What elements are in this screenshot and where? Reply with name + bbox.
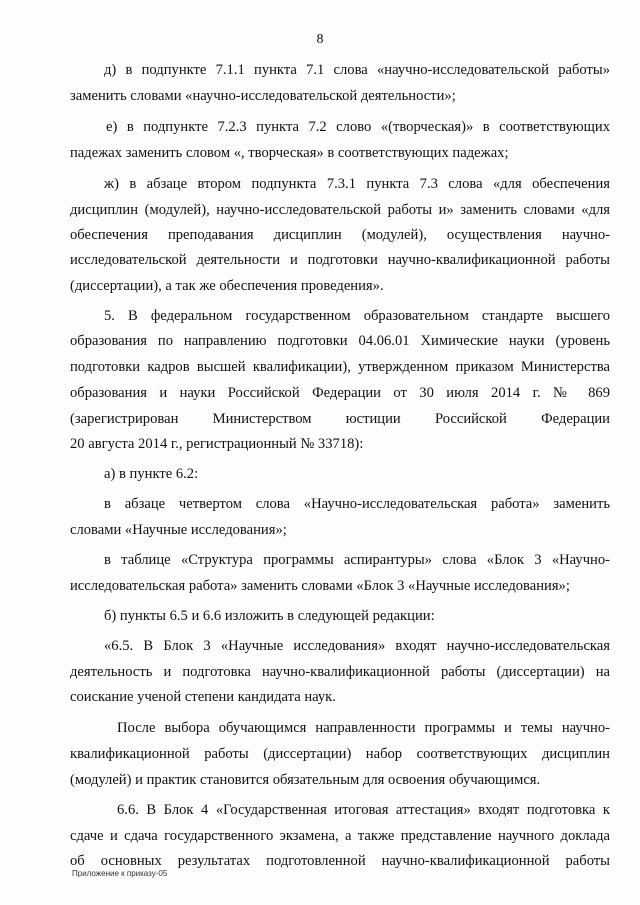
text-line: образования по направлению подготовки 04.06.01 Химические науки (уровень xyxy=(70,333,610,349)
text-line: 6.6. В Блок 4 «Государственная итоговая аттестация» входят подготовка к xyxy=(117,802,610,818)
text-line: (модулей) и практик становится обязательным для освоения обучающимся. xyxy=(70,772,541,788)
text-line: падежах заменить словом «, творческая» в соответствующих падежах; xyxy=(70,145,509,161)
text-line: 5. В федеральном государственном образовательном стандарте высшего xyxy=(104,308,610,324)
page-number: 8 xyxy=(316,32,324,47)
text-line: е) в подпункте 7.2.3 пункта 7.2 слово «(творческая)» в соответствующих xyxy=(106,119,610,135)
text-line: 20 августа 2014 г., регистрационный № 33718): xyxy=(70,436,364,452)
text-line: (диссертации), а так же обеспечения проведения». xyxy=(70,278,384,294)
text-line: дисциплин (модулей), научно-исследовательской работы и» заменить словами «для xyxy=(70,202,610,218)
text-line: об основных результатах подготовленной научно-квалификационной работы xyxy=(70,853,610,869)
text-line: в таблице «Структура программы аспирантуры» слова «Блок 3 «Научно- xyxy=(104,552,610,568)
text-line: словами «Научные исследования»; xyxy=(70,522,287,538)
text-line: а) в пункте 6.2: xyxy=(104,466,199,482)
text-line: д) в подпункте 7.1.1 пункта 7.1 слова «научно-исследовательской работы» xyxy=(104,62,610,78)
footer-note: Приложение к приказу-05 xyxy=(72,869,168,878)
text-line: «6.5. В Блок 3 «Научные исследования» входят научно-исследовательская xyxy=(104,638,610,654)
text-line: (зарегистрирован Министерством юстиции Российской Федерации xyxy=(70,411,610,427)
text-line: После выбора обучающимся направленности программы и темы научно- xyxy=(117,720,610,736)
text-line: подготовки кадров высшей квалификации), утвержденном приказом Министерства xyxy=(70,359,610,375)
text-line: заменить словами «научно-исследовательской деятельности»; xyxy=(70,88,456,104)
text-line: в абзаце четвертом слова «Научно-исследовательская работа» заменить xyxy=(104,496,610,512)
text-line: обеспечения преподавания дисциплин (модулей), осуществления научно- xyxy=(70,227,610,243)
text-line: сдаче и сдача государственного экзамена, а также представление научного доклада xyxy=(70,828,610,844)
text-line: ж) в абзаце втором подпункта 7.3.1 пункта 7.3 слова «для обеспечения xyxy=(104,176,610,192)
text-line: исследовательская работа» заменить словами «Блок 3 «Научные исследования»; xyxy=(70,578,570,594)
text-line: соискание ученой степени кандидата наук. xyxy=(70,689,336,705)
text-line: образования и науки Российской Федерации от 30 июля 2014 г. № 869 xyxy=(70,385,610,401)
text-line: б) пункты 6.5 и 6.6 изложить в следующей редакции: xyxy=(104,608,435,624)
text-line: квалификационной работы (диссертации) набор соответствующих дисциплин xyxy=(70,746,610,762)
text-line: исследовательской деятельности и подготовки научно-квалификационной работы xyxy=(70,252,610,268)
text-line: деятельность и подготовка научно-квалификационной работы (диссертации) на xyxy=(70,664,610,680)
